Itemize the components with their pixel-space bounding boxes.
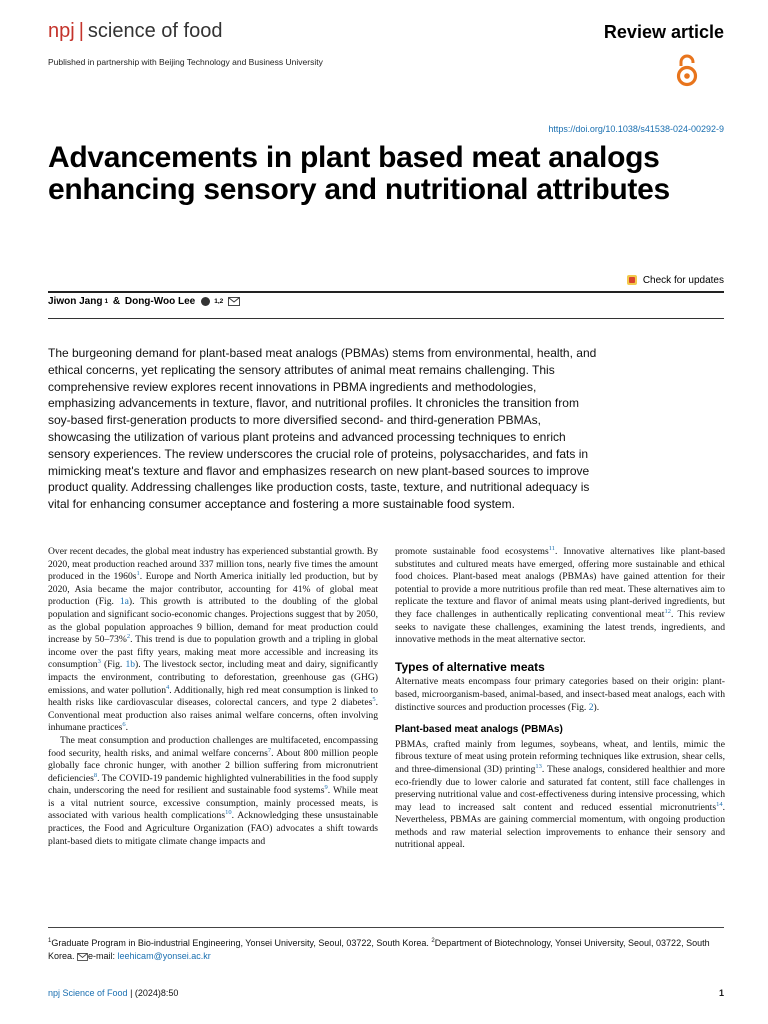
- text-run: (Fig.: [100, 659, 126, 671]
- section-heading: Types of alternative meats: [395, 659, 545, 674]
- text-run: ). This growth is attributed to the doubling of the global population and significant socio-economic changes. Projections suggest that by 2050, as the global population approaches 9 billion, demand for meat production could increase by 50–73%: [48, 596, 378, 646]
- check-for-updates-button[interactable]: [626, 274, 724, 286]
- partner-statement: Published in partnership with Beijing Technology and Business University: [48, 57, 323, 67]
- author-joiner: &: [110, 296, 123, 307]
- text-run: . Nevertheless, PBMAs are gaining commercial momentum, with ongoing production methods and raw material selection improvements to enhance their sensory and nutritional appeal.: [395, 801, 725, 851]
- email-label: e-mail:: [88, 951, 118, 961]
- citation-ref[interactable]: 12: [664, 607, 671, 615]
- body-paragraph: [48, 546, 378, 735]
- article-type-label: Review article: [603, 22, 724, 42]
- citation-ref[interactable]: 7: [267, 746, 272, 754]
- figure-ref[interactable]: 2: [588, 701, 594, 713]
- text-run: . This review seeks to navigate these challenges, examining the latest trends, ingredients, and innovative methods in the meat alternative sector.: [395, 608, 725, 646]
- citation-ref[interactable]: 6: [122, 721, 126, 729]
- body-paragraph: [48, 735, 378, 848]
- journal-citation: [48, 988, 178, 998]
- figure-ref[interactable]: 1a: [119, 596, 129, 608]
- check-updates-icon: [626, 274, 638, 286]
- text-run: . Additionally, high red meat consumption is linked to health risks like cardiovascular diseases, colorectal cancers, and type 2 diabetes: [48, 684, 378, 709]
- text-run: . Acknowledging these unsustainable practices, the Food and Agriculture Organization (FAO) advocates a shift towards plant-based diets to mitigate climate change impacts and: [48, 810, 379, 847]
- body-paragraph: [395, 739, 725, 852]
- citation-ref[interactable]: 5: [372, 695, 376, 703]
- text-run: ).: [593, 701, 600, 713]
- abstract-text: The burgeoning demand for plant-based meat analogs (PBMAs) stems from environmental, health, and ethical concerns, yet replicating the sensory attributes of animal meat remains challenging. This comprehensive review explores recent innovations in PBMA ingredients and methodologies, emphasizing advancements in texture, flavor, and nutritional profiles. It chronicles the transition from soy-based first-generation products to more diversified second- and third-generation PBMAs, showcasing the utilization of various plant proteins and advanced processing techniques to enrich sensory experiences. The review underscores the crucial role of proteins, polysaccharides, and fats in mimicking meat's texture and flavor and emphasizes research on new plant-based sources to improve product quality. Addressing challenges like production costs, taste, texture, and nutritional adequacy is vital for enhancing consumer acceptance and fostering a more sustainable food system.: [48, 346, 597, 512]
- body-paragraph: [395, 676, 725, 714]
- abstract: [48, 345, 600, 513]
- text-run: The meat consumption and production challenges are multifaceted, encompassing food security, health risks, and animal welfare concerns: [48, 734, 378, 759]
- citation-ref[interactable]: 9: [324, 784, 328, 792]
- text-run: . Innovative alternatives like plant-based substitutes and cultured meats have emerged, offering more sustainable and ethical food choices. Plant-based meat analogs (PBMAs) have gained attention for their potential to provide a more nutritious profile than red meat. These alternatives aim to replicate the texture and flavor of animal meats using plant-derived ingredients, but they face challenges in authentically replicating conventional meat: [395, 546, 726, 620]
- figure-ref[interactable]: 1b: [125, 659, 136, 671]
- text-run: promote sustainable food ecosystems: [395, 546, 549, 557]
- affiliation-text: Department of Biotechnology, Yonsei University, Seoul, 03722, South Korea.: [48, 938, 710, 961]
- text-run: . About 800 million people globally face chronic hunger, with another 2 billion suffering from micronutrient deficiencies: [48, 747, 378, 784]
- email-link[interactable]: leehicam@yonsei.ac.kr: [117, 951, 211, 961]
- header-divider: [48, 291, 724, 293]
- text-run: .: [125, 722, 128, 734]
- citation-ref[interactable]: 8: [93, 771, 98, 779]
- journal-brand: [48, 20, 222, 43]
- text-run: . The COVID-19 pandemic highlighted vulnerabilities in the food supply chain, underscoring the need for resilient and sustainable food systems: [48, 772, 378, 797]
- orcid-icon[interactable]: [201, 297, 210, 306]
- email-icon: [77, 953, 88, 961]
- article-title: Advancements in plant based meat analogs enhancing sensory and nutritional attributes: [48, 141, 670, 206]
- footnote-divider: [48, 927, 724, 928]
- body-column-right: [395, 546, 725, 852]
- author-affiliation-mark: 1: [104, 298, 109, 305]
- author-affiliation-mark: 1,2: [214, 298, 224, 305]
- author-list: [48, 296, 240, 307]
- subsection-heading: Plant-based meat analogs (PBMAs): [395, 724, 563, 736]
- affiliation-text: Graduate Program in Bio-industrial Engineering, Yonsei University, Seoul, 03722, South Korea.: [51, 938, 432, 948]
- brand-name: science of food: [87, 20, 223, 42]
- email-icon[interactable]: [228, 297, 240, 306]
- brand-npj: npj: [48, 20, 75, 42]
- citation-ref[interactable]: 3: [97, 658, 101, 666]
- text-run: . This trend is due to population growth and a tripling in global income over the past fifty years, making meat more accessible and increasing its consumption: [48, 634, 378, 671]
- citation-info: | (2024)8:50: [127, 988, 179, 998]
- check-updates-label: Check for updates: [642, 274, 724, 286]
- text-run: . Conventional meat production also raises animal welfare concerns, often involving inhumane practices: [48, 697, 378, 734]
- citation-ref[interactable]: 2: [126, 632, 131, 640]
- text-run: Over recent decades, the global meat industry has experienced substantial growth. By 2020, meat production reached around 337 million tons, nearly five times the amount produced in the 1960s: [48, 546, 378, 583]
- brand-separator: |: [78, 20, 84, 42]
- citation-ref[interactable]: 13: [535, 762, 542, 770]
- text-run: Alternative meats encompass four primary categories based on their origin: plant-based, microorganism-based, animal-based, and insect-based meat analogs, each with distinctive sources and production processes (Fig.: [395, 676, 725, 713]
- doi-link[interactable]: https://doi.org/10.1038/s41538-024-00292-9: [548, 124, 724, 134]
- page-number: 1: [718, 988, 724, 998]
- affiliation-mark: 2: [431, 938, 435, 944]
- affiliations-footnote: [48, 935, 728, 963]
- citation-ref[interactable]: 4: [166, 683, 170, 691]
- body-column-left: [48, 546, 378, 848]
- affiliation-mark: 1: [48, 938, 52, 944]
- open-access-lock-icon[interactable]: [674, 53, 700, 87]
- author-name[interactable]: Dong-Woo Lee: [124, 296, 196, 307]
- citation-ref[interactable]: 14: [716, 800, 723, 808]
- body-paragraph: [395, 546, 725, 647]
- journal-name-link[interactable]: npj Science of Food: [48, 988, 128, 998]
- text-run: PBMAs, crafted mainly from legumes, soybeans, wheat, and lentils, mimic the fibrous texture of meat using protein reforming techniques like extrusion, shear cells, and three-dimensional (3D) printing: [395, 738, 725, 775]
- text-run: . These analogs, considered healthier and more eco-friendly due to lower calorie and saturated fat content, still face challenges in preserving nutritional value and cost-effectiveness during intensive processing, which may lead to increased salt content and reduced essential micronutrients: [395, 763, 725, 813]
- citation-ref[interactable]: 10: [225, 809, 232, 817]
- text-run: . Europe and North America initially led production, but by 2020, Asia became the major contributor, accounting for 41% of global meat production (Fig.: [48, 571, 378, 608]
- text-run: ). The livestock sector, including meat and dairy, significantly impacts the environment, contributing to deforestation, greenhouse gas (GHG) emissions, and water pollution: [48, 659, 378, 696]
- author-name[interactable]: Jiwon Jang: [48, 296, 103, 307]
- citation-ref[interactable]: 1: [136, 570, 140, 577]
- text-run: . While meat is a vital nutrient source, excessive consumption, mainly processed meats, is associated with various health complications: [48, 785, 379, 822]
- citation-ref[interactable]: 11: [548, 544, 555, 552]
- author-divider: [48, 318, 724, 319]
